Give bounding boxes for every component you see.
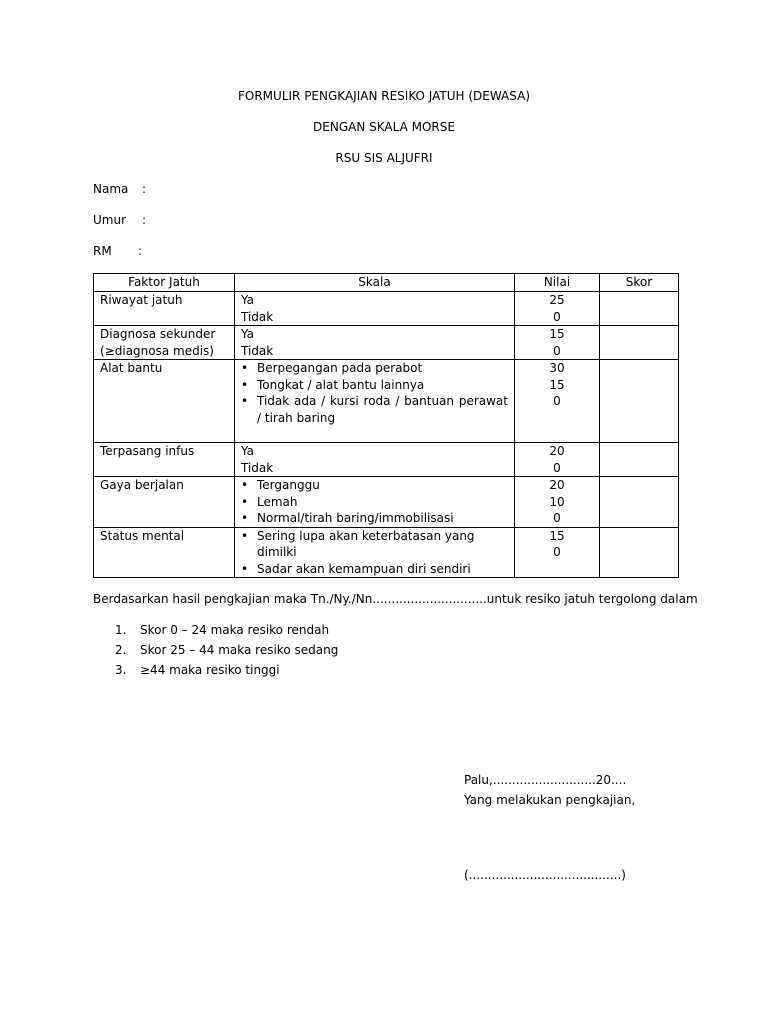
risk-criteria-list	[93, 620, 338, 680]
faktor-text: Status mental	[100, 528, 185, 543]
faktor-text: Diagnosa sekunder	[100, 327, 216, 341]
skala-cell	[235, 326, 515, 360]
list-item-number: 1.	[115, 623, 127, 637]
nilai-value: 0	[553, 545, 561, 559]
skala-cell	[235, 477, 515, 528]
list-item-text: ≥44 maka resiko tinggi	[140, 663, 280, 677]
nilai-value: 15	[549, 528, 565, 543]
faktor-cell	[94, 477, 235, 528]
list-item-number: 2.	[115, 643, 127, 657]
nilai-cell	[515, 527, 600, 578]
faktor-text: Riwayat jatuh	[100, 293, 183, 307]
skala-bullet-item: • Sadar akan kemampuan diri sendiri	[241, 561, 508, 578]
nilai-value: 15	[549, 327, 565, 341]
header-nilai: Nilai	[515, 274, 600, 292]
table-row	[94, 326, 679, 360]
skala-cell	[235, 527, 515, 578]
nilai-cell	[515, 326, 600, 360]
skor-cell[interactable]	[600, 292, 679, 326]
faktor-cell	[94, 292, 235, 326]
table-header-row	[94, 274, 679, 292]
table-body	[94, 292, 679, 578]
table-row	[94, 292, 679, 326]
header-skala: Skala	[235, 274, 515, 292]
form-subtitle: DENGAN SKALA MORSE	[313, 120, 455, 134]
nama-separator: :	[142, 182, 147, 196]
skala-cell	[235, 360, 515, 443]
faktor-cell	[94, 360, 235, 443]
umur-separator: :	[142, 213, 147, 227]
nilai-cell	[515, 477, 600, 528]
skala-bullet-item: • Normal/tirah baring/immobilisasi	[241, 510, 508, 527]
nama-label: Nama	[93, 182, 129, 196]
faktor-text: (≥diagnosa medis)	[100, 343, 214, 358]
form-title: FORMULIR PENGKAJIAN RESIKO JATUH (DEWASA)	[238, 89, 530, 103]
rm-separator: :	[138, 244, 143, 258]
table-row	[94, 477, 679, 528]
nilai-value: 0	[553, 394, 561, 408]
header-faktor-jatuh: Faktor Jatuh	[94, 274, 235, 292]
skor-cell[interactable]	[600, 326, 679, 360]
skor-cell[interactable]	[600, 360, 679, 443]
faktor-text: Alat bantu	[100, 361, 163, 375]
list-item-number: 3.	[115, 663, 127, 677]
faktor-cell	[94, 326, 235, 360]
list-item	[93, 640, 338, 660]
nilai-value: 20	[549, 444, 565, 458]
umur-label: Umur	[93, 213, 127, 227]
nilai-cell	[515, 292, 600, 326]
nilai-value: 15	[549, 377, 565, 392]
nilai-cell	[515, 360, 600, 443]
skala-bullet-item: • Tidak ada / kursi roda / bantuan perawat / tirah baring	[241, 393, 508, 426]
skala-bullet-item: • Tongkat / alat bantu lainnya	[241, 377, 508, 394]
table-row	[94, 527, 679, 578]
skala-bullet-item: • Sering lupa akan keterbatasan yang dimilki	[241, 528, 508, 561]
nilai-value: 0	[553, 309, 561, 324]
institution-name: RSU SIS ALJUFRI	[335, 151, 433, 165]
skala-option: Ya	[241, 444, 255, 458]
nilai-value: 0	[553, 511, 561, 525]
list-item	[93, 620, 338, 640]
skor-cell[interactable]	[600, 477, 679, 528]
conclusion-text: Berdasarkan hasil pengkajian maka Tn./Ny./Nn..............................untuk resiko jatuh tergolong dalam	[93, 592, 698, 606]
list-item	[93, 660, 338, 680]
signature-role: Yang melakukan pengkajian,	[464, 793, 636, 807]
fall-risk-table	[93, 273, 679, 578]
list-item-text: Skor 0 – 24 maka resiko rendah	[140, 623, 330, 637]
skala-option: Tidak	[241, 343, 274, 358]
skala-cell	[235, 443, 515, 477]
nilai-value: 20	[549, 478, 565, 492]
list-item-text: Skor 25 – 44 maka resiko sedang	[140, 643, 339, 657]
signature-name-line: (........................................)	[464, 868, 626, 882]
faktor-cell	[94, 527, 235, 578]
table-row	[94, 443, 679, 477]
faktor-text: Terpasang infus	[100, 444, 195, 458]
skala-bullet-item: • Terganggu	[241, 477, 508, 494]
skor-cell[interactable]	[600, 443, 679, 477]
skala-option: Ya	[241, 293, 255, 307]
skala-bullet-item: • Lemah	[241, 494, 508, 511]
skala-cell	[235, 292, 515, 326]
faktor-cell	[94, 443, 235, 477]
nilai-value: 30	[549, 361, 565, 375]
skala-option: Tidak	[241, 309, 274, 324]
nilai-value: 0	[553, 460, 561, 475]
skor-cell[interactable]	[600, 527, 679, 578]
header-skor: Skor	[600, 274, 679, 292]
rm-label: RM	[93, 244, 112, 258]
signature-place-date: Palu,...........................20....	[464, 773, 627, 787]
nilai-cell	[515, 443, 600, 477]
skala-option: Tidak	[241, 460, 274, 475]
skala-option: Ya	[241, 327, 255, 341]
skala-bullet-item: • Berpegangan pada perabot	[241, 360, 508, 377]
table-row	[94, 360, 679, 443]
nilai-value: 0	[553, 343, 561, 358]
nilai-value: 25	[549, 293, 565, 307]
nilai-value: 10	[549, 494, 565, 509]
faktor-text: Gaya berjalan	[100, 478, 184, 492]
